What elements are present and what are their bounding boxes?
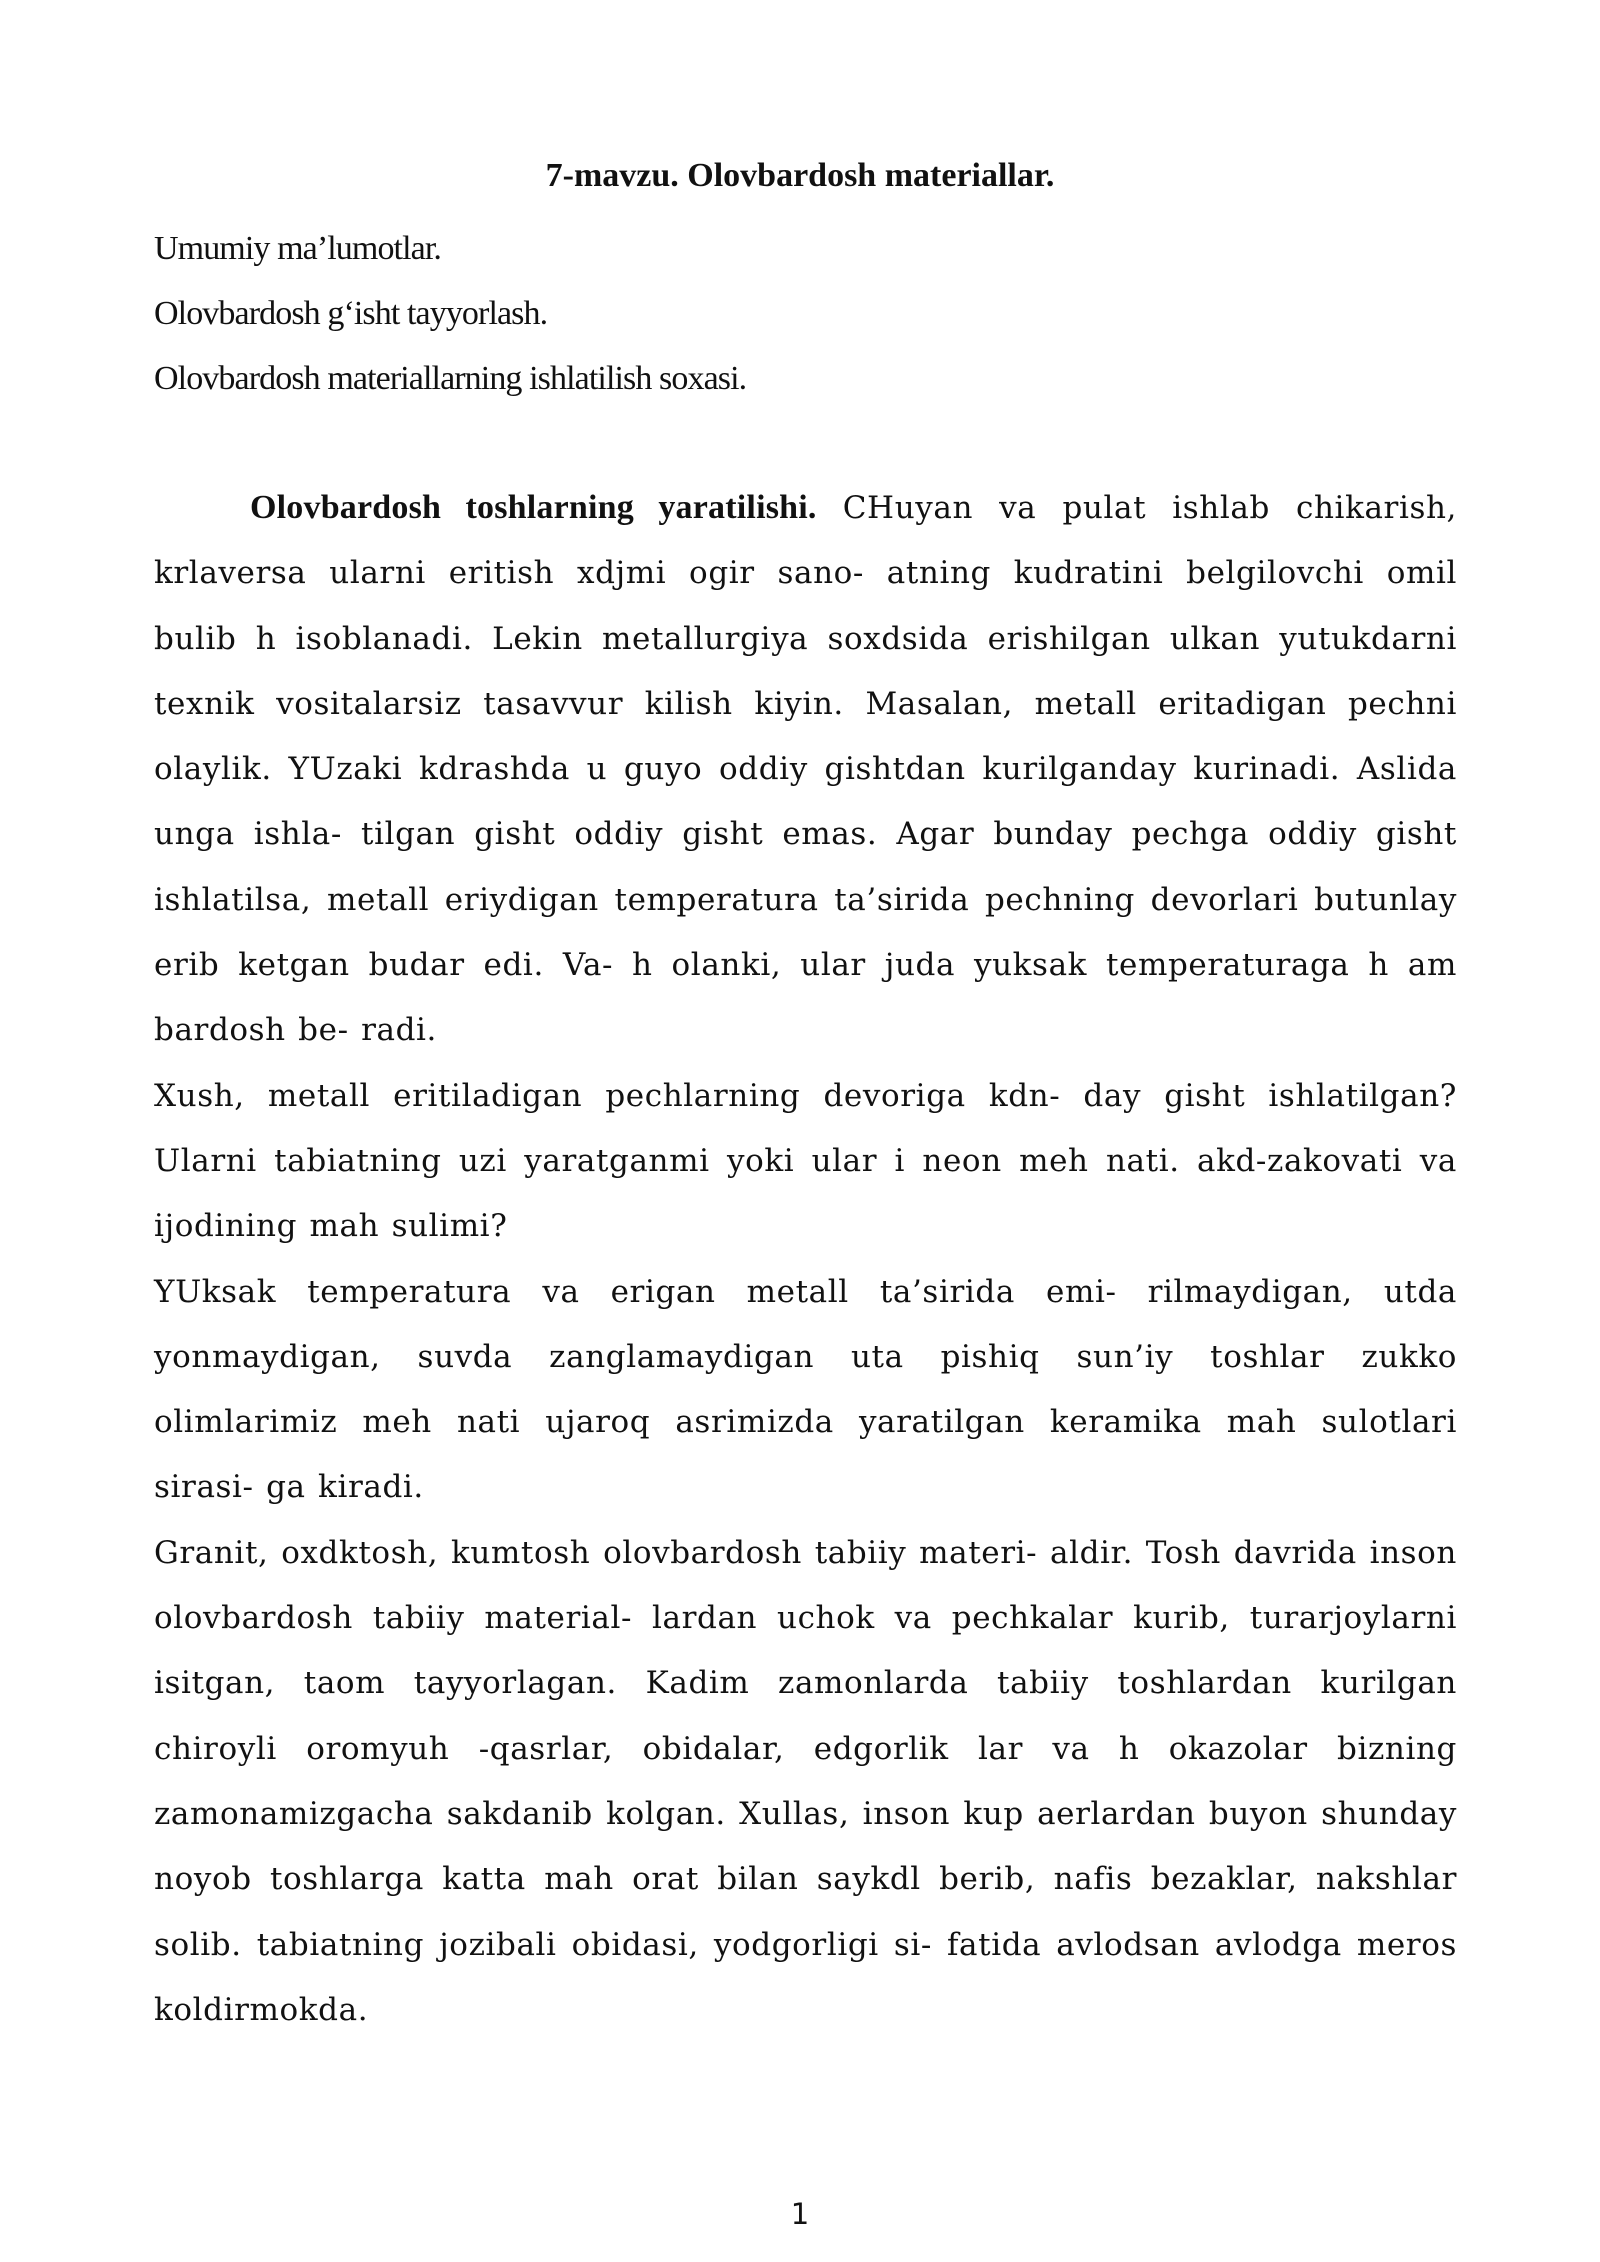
paragraph (154, 475, 1457, 1064)
paragraph-lead-heading: Olovbardosh toshlarning yaratilishi. (250, 489, 817, 526)
outline-item: Olovbardosh g‘isht tayyorlash. (154, 295, 548, 332)
page-title: 7-mavzu. Olovbardosh materiallar. (545, 157, 1055, 194)
paragraph (154, 1521, 1457, 2043)
paragraph-text: CHuyan va pulat ishlab chikarish, krlaversa ularni eritish xdjmi ogir sano- atning kudratini belgilovchi omil bulib h isoblanadi. Lekin metallurgiya soxdsida erishilgan ulkan yutukdarni texnik vositalarsiz tasavvur kilish kiyin. Masalan, metall eritadigan pechni olaylik. YUzaki kdrashda u guyo oddiy gishtdan kurilganday kurinadi. Aslida unga ishla- tilgan gisht oddiy gisht emas. Agar bunday pechga oddiy gisht ishlatilsa, metall eriydigan temperatura ta’sirida pechning devorlari butunlay erib ketgan budar edi. Va- h olanki, ular juda yuksak temperaturaga h am bardosh be- radi. (154, 490, 1457, 1049)
outline-item: Umumiy ma’lumotlar. (154, 230, 441, 267)
topic-outline (154, 216, 1454, 411)
paragraph (154, 1064, 1457, 1260)
outline-item: Olovbardosh materiallarning ishlatilish soxasi. (154, 360, 747, 397)
page-number: 1 (790, 2197, 810, 2231)
paragraph-text: YUksak temperatura va erigan metall ta’sirida emi- rilmaydigan, utda yonmaydigan, suvda zanglamaydigan uta pishiq sun’iy toshlar zukko olimlarimiz meh nati ujaroq asrimizda yaratilgan keramika mah sulotlari sirasi- ga kiradi. (154, 1273, 1457, 1506)
paragraph (154, 1260, 1457, 1521)
body-text (154, 475, 1457, 2043)
paragraph-text: Granit, oxdktosh, kumtosh olovbardosh tabiiy materi- aldir. Tosh davrida inson olovbardosh tabiiy material- lardan uchok va pechkalar kurib, turarjoylarni isitgan, taom tayyorlagan. Kadim zamonlarda tabiiy toshlardan kurilgan chiroyli oromyuh -qasrlar, obidalar, edgorlik lar va h okazolar bizning zamonamizgacha sakdanib kolgan. Xullas, inson kup aerlardan buyon shunday noyob toshlarga katta mah orat bilan saykdl berib, nafis bezaklar, nakshlar solib. tabiatning jozibali obidasi, yodgorligi si- fatida avlodsan avlodga meros koldirmokda. (154, 1534, 1457, 2028)
paragraph-text: Xush, metall eritiladigan pechlarning devoriga kdn- day gisht ishlatilgan? Ularni tabiatning uzi yaratganmi yoki ular i neon meh nati. akd-zakovati va ijodining mah sulimi? (154, 1077, 1457, 1245)
